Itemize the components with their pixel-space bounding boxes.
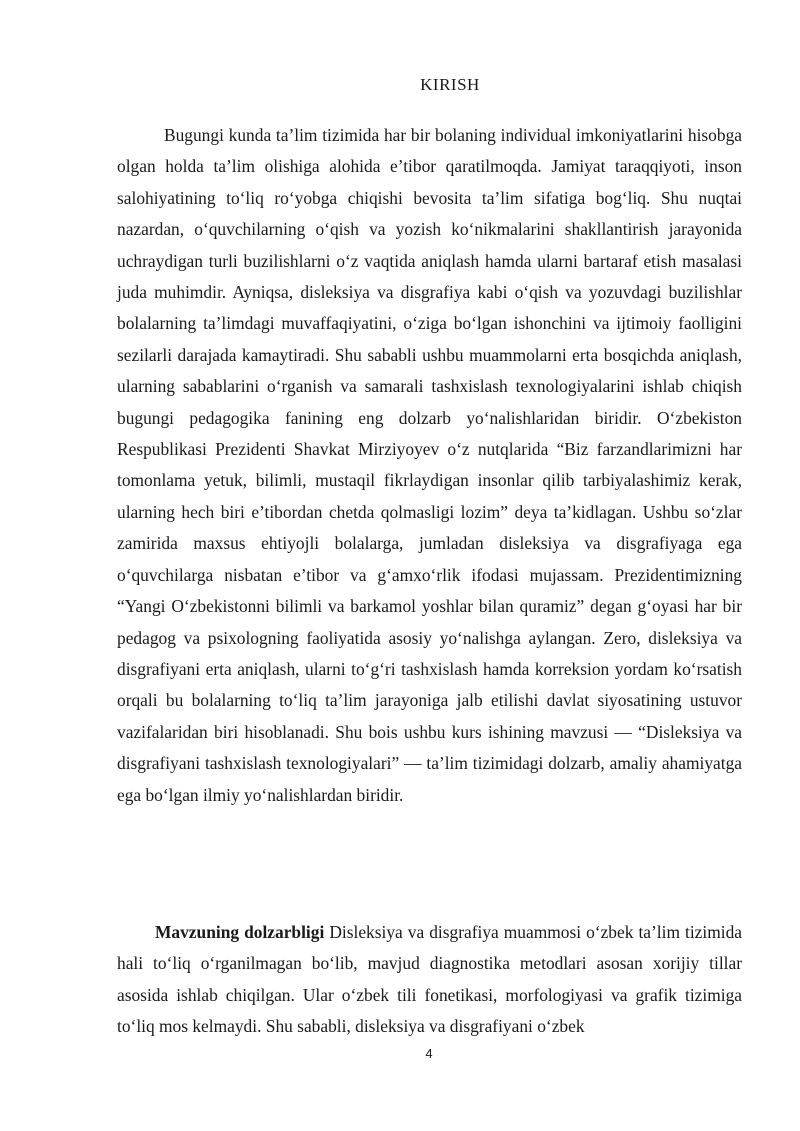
page-number: 4 <box>425 1046 433 1061</box>
section-title: KIRISH <box>420 75 480 94</box>
relevance-paragraph <box>117 917 742 1043</box>
intro-paragraph: Bugungi kunda ta’lim tizimida har bir bolaning individual imkoniyatlarini hisobga olgan holda ta’lim olishiga alohida e’tibor qaratilmoqda. Jamiyat taraqqiyoti, inson salohiyatining to‘liq ro‘yobga chiqishi bevosita ta’lim sifatiga bog‘liq. Shu nuqtai nazardan, o‘quvchilarning o‘qish va yozish ko‘nikmalarini shakllantirish jarayonida uchraydigan turli buzilishlarni o‘z vaqtida aniqlash hamda ularni bartaraf etish masalasi juda muhimdir. Ayniqsa, disleksiya va disgrafiya kabi o‘qish va yozuvdagi buzilishlar bolalarning ta’limdagi muvaffaqiyatini, o‘ziga bo‘lgan ishonchini va ijtimoiy faolligini sezilarli darajada kamaytiradi. Shu sababli ushbu muammolarni erta bosqichda aniqlash, ularning sabablarini o‘rganish va samarali tashxislash texnologiyalarini ishlab chiqish bugungi pedagogika fanining eng dolzarb yo‘nalishlaridan biridir. O‘zbekiston Respublikasi Prezidenti Shavkat Mirziyoyev o‘z nutqlarida “Biz farzandlarimizni har tomonlama yetuk, bilimli, mustaqil fikrlaydigan insonlar qilib tarbiyalashimiz kerak, ularning hech biri e’tibordan chetda qolmasligi lozim” deya ta’kidlagan. Ushbu so‘zlar zamirida maxsus ehtiyojli bolalarga, jumladan disleksiya va disgrafiyaga ega o‘quvchilarga nisbatan e’tibor va g‘amxo‘rlik ifodasi mujassam. Prezidentimizning “Yangi O‘zbekistonni bilimli va barkamol yoshlar bilan quramiz” degan g‘oyasi har bir pedagog va psixologning faoliyatida asosiy yo‘nalishga aylangan. Zero, disleksiya va disgrafiyani erta aniqlash, ularni to‘g‘ri tashxislash hamda korreksion yordam ko‘rsatish orqali bu bolalarning to‘liq ta’lim jarayoniga jalb etilishi davlat siyosatining ustuvor vazifalaridan biri hisoblanadi. Shu bois ushbu kurs ishining mavzusi — “Disleksiya va disgrafiyani tashxislash texnologiyalari” — ta’lim tizimidagi dolzarb, amaliy ahamiyatga ega bo‘lgan ilmiy yo‘nalishlardan biridir. <box>117 125 742 805</box>
relevance-text: Disleksiya va disgrafiya muammosi o‘zbek ta’lim tizimida hali to‘liq o‘rganilmagan bo‘lib, mavjud diagnostika metodlari asosan xorijiy tillar asosida ishlab chiqilgan. Ular o‘zbek tili fonetikasi, morfologiyasi va grafik tizimiga to‘liq mos kelmaydi. Shu sababli, disleksiya va disgrafiyani o‘zbek <box>117 922 742 1037</box>
relevance-heading: Mavzuning dolzarbligi <box>155 922 325 942</box>
